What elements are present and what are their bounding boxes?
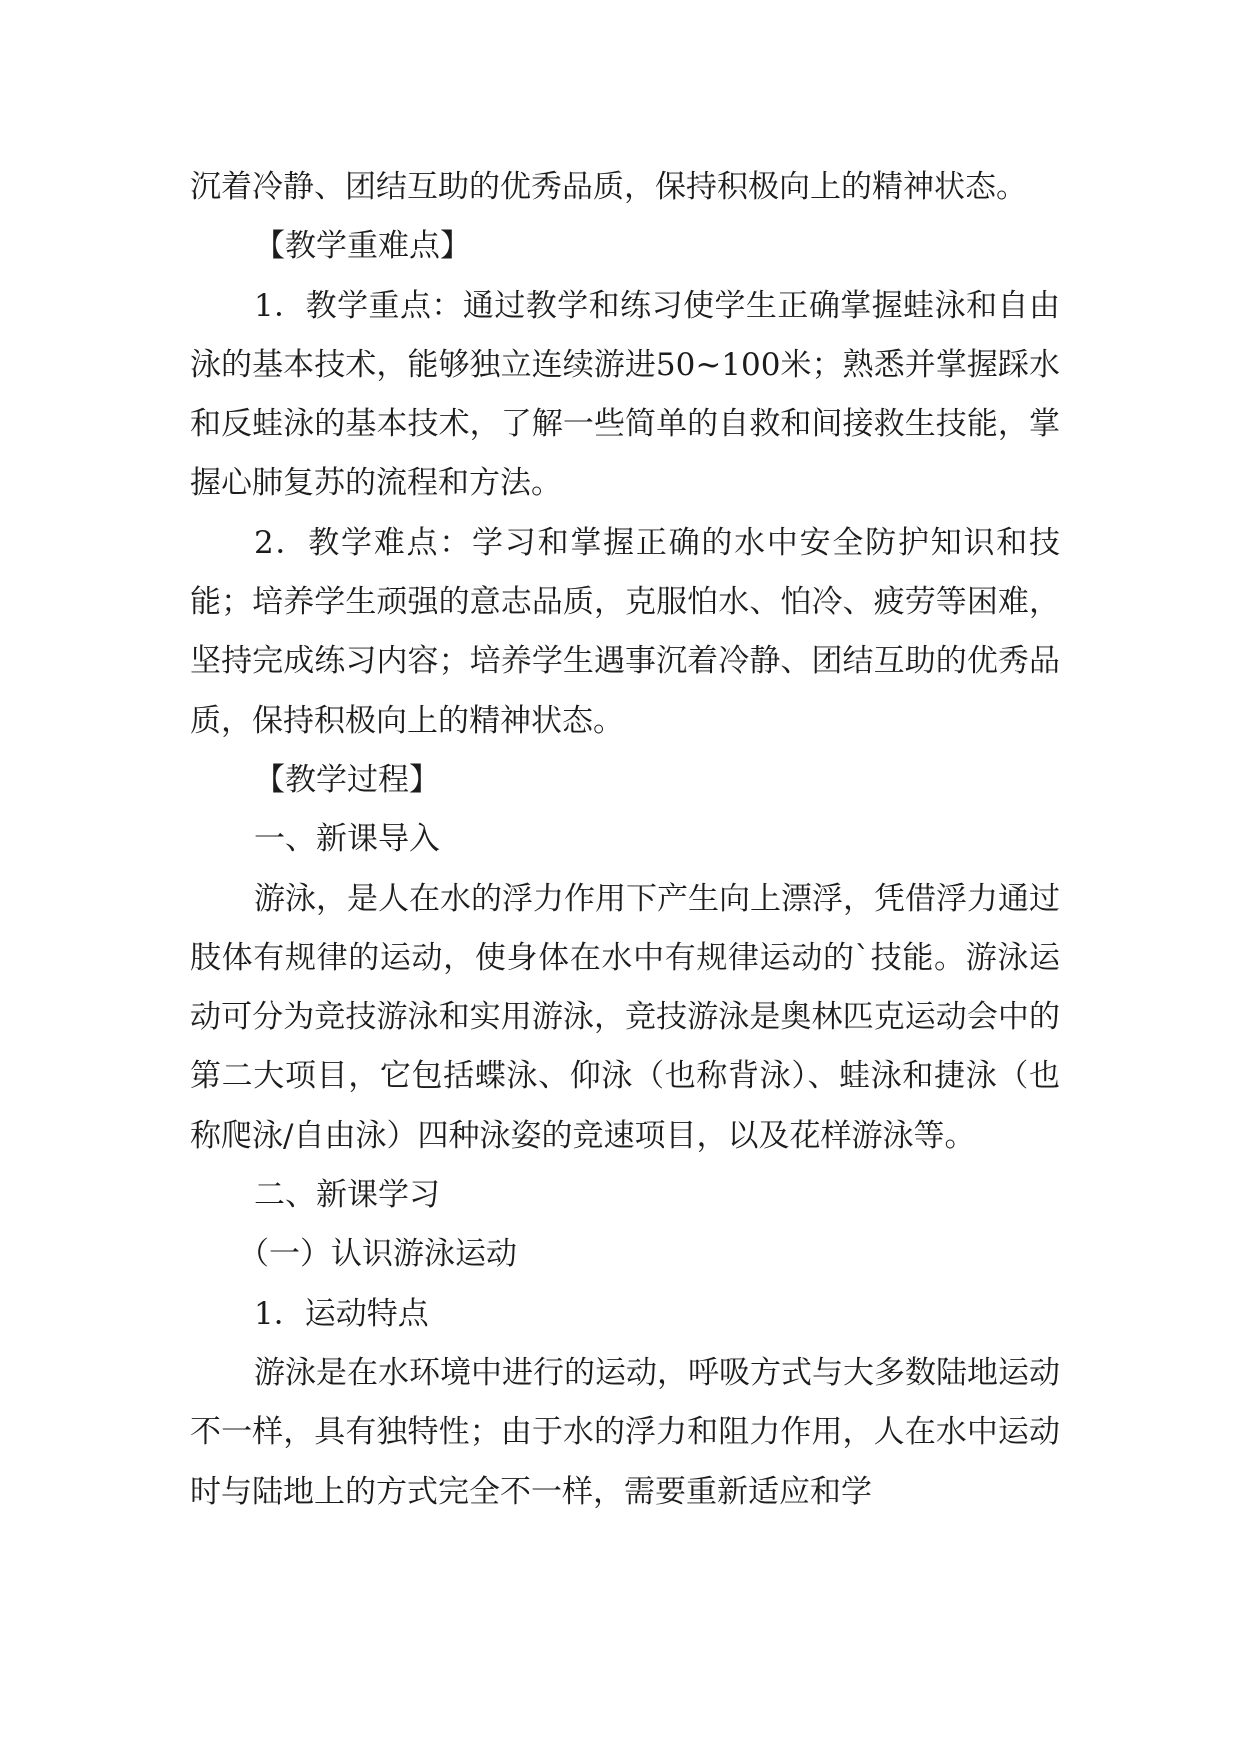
paragraph-teaching-difficulty: 2．教学难点：学习和掌握正确的水中安全防护知识和技能；培养学生顽强的意志品质，克服怕水、怕冷、疲劳等困难，坚持完成练习内容；培养学生遇事沉着冷静、团结互助的优秀品质，保持积极向上的精神状态。	[190, 524, 1060, 739]
subheading-introduction: 一、新课导入	[254, 821, 440, 858]
paragraph-introduction: 游泳，是人在水的浮力作用下产生向上漂浮，凭借浮力通过肢体有规律的运动，使身体在水中有规律运动的`技能。游泳运动可分为竞技游泳和实用游泳，竞技游泳是奥林匹克运动会中的第二大项目，它包括蝶泳、仰泳（也称背泳）、蛙泳和捷泳（也称爬泳/自由泳）四种泳姿的竞速项目，以及花样游泳等。	[190, 880, 1060, 1154]
paragraph-teaching-focus: 1．教学重点：通过教学和练习使学生正确掌握蛙泳和自由泳的基本技术，能够独立连续游进50~100米；熟悉并掌握踩水和反蛙泳的基本技术，了解一些简单的自救和间接救生技能，掌握心肺复苏的流程和方法。	[190, 287, 1060, 502]
subheading-features: 1．运动特点	[254, 1295, 429, 1332]
subheading-new-lesson: 二、新课学习	[254, 1177, 440, 1214]
paragraph-features: 游泳是在水环境中进行的运动，呼吸方式与大多数陆地运动不一样，具有独特性；由于水的浮力和阻力作用，人在水中运动时与陆地上的方式完全不一样，需要重新适应和学	[190, 1354, 1060, 1510]
subheading-know-swimming: （一）认识游泳运动	[238, 1236, 517, 1273]
paragraph-continuation: 沉着冷静、团结互助的优秀品质，保持积极向上的精神状态。	[190, 169, 1027, 205]
section-heading-key-points: 【教学重难点】	[254, 228, 471, 265]
document-body	[190, 158, 1060, 1522]
section-heading-process: 【教学过程】	[254, 761, 440, 798]
